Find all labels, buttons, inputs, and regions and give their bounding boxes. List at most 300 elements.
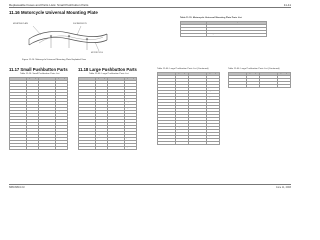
part-number-cell: 3880946U34	[108, 111, 125, 114]
table-row: 0200003A01 Nut	[181, 31, 267, 34]
legend-cell: #	[27, 114, 39, 117]
table-row: 0402049A01 Washer	[181, 28, 267, 31]
callout-label: MOTORCYCLE	[91, 52, 103, 54]
legend-cell: Ack	[176, 139, 189, 142]
column-header: Motorola Part No.	[181, 22, 207, 25]
column-header: English Legend	[56, 78, 68, 79]
legend-cell: Lite	[125, 126, 137, 129]
column-header: Part Number	[189, 73, 207, 76]
legend-cell: F2	[176, 103, 189, 106]
legend-cell: Clr	[96, 87, 108, 90]
part-number-cell: 3880946U29	[108, 96, 125, 99]
legend-cell: Rpt	[207, 88, 220, 91]
legend-cell: Msg	[207, 97, 220, 100]
section-title-small-pushbutton: 11.17 Small Pushbutton Parts	[9, 67, 68, 72]
part-number-cell: 3880946U59	[158, 112, 176, 115]
legend-cell: Emer	[96, 93, 108, 96]
column-header: English Legend	[27, 78, 39, 79]
legend-cell	[278, 85, 291, 88]
part-number-cell: 3880946U24	[108, 81, 125, 84]
publication-date: June 11, 2003	[276, 186, 291, 189]
part-number-cell: 3880717U33	[39, 108, 56, 111]
legend-cell: F1	[56, 81, 68, 84]
legend-cell: Scan	[96, 126, 108, 129]
legend-cell: Blank	[27, 129, 39, 132]
legend-cell: Tone	[125, 123, 137, 126]
legend-cell: Nuis	[125, 114, 137, 117]
legend-cell: F4	[96, 117, 108, 120]
legend-cell: Talk	[176, 133, 189, 136]
part-number-cell: 3880946U89	[189, 133, 207, 136]
part-number-cell: 3880946U10	[79, 108, 96, 111]
part-number-cell: 3880946U99	[260, 82, 278, 85]
part-number-cell: 3880717U45	[39, 144, 56, 147]
part-number-cell: 3880946U15	[79, 123, 96, 126]
part-number-cell: 3880717U11	[10, 111, 27, 114]
legend-cell: Home	[247, 82, 260, 85]
legend-cell: Zone	[207, 82, 220, 85]
part-number-cell: 3880946U76	[189, 94, 207, 97]
part-number-cell: 3880946U44	[108, 141, 125, 144]
legend-cell: Dir	[278, 76, 291, 79]
legend-cell: 7	[27, 102, 39, 105]
legend-cell: 6	[27, 99, 39, 102]
legend-cell: Mon	[176, 142, 189, 145]
legend-cell: Msg	[125, 108, 137, 111]
part-number-cell: 3880946U19	[79, 135, 96, 138]
part-number-cell: 3880946U74	[189, 88, 207, 91]
column-header: Description	[207, 22, 267, 25]
legend-cell: Menu	[125, 129, 137, 132]
legend-cell: Exit	[207, 121, 220, 124]
table-caption: Table 11-40. Large Pushbutton Parts List	[89, 73, 129, 75]
legend-cell: Down	[207, 130, 220, 133]
part-number-cell: 3880946U28	[108, 93, 125, 96]
legend-cell: Mode	[278, 82, 291, 85]
part-number-cell: 3880717U38	[39, 123, 56, 126]
part-number-cell: 3880946U11	[79, 111, 96, 114]
part-number-cell: 3880946U43	[108, 138, 125, 141]
part-number-cell: 3880717U14	[10, 120, 27, 123]
legend-cell: Up	[207, 127, 220, 130]
legend-cell: Call	[247, 76, 260, 79]
part-number-cell: 3880717U12	[10, 114, 27, 117]
part-number-cell: 3880946U77	[189, 97, 207, 100]
part-number-cell: 3880717U16	[10, 126, 27, 129]
part-number-cell: 3880946U06	[79, 96, 96, 99]
part-number-cell: 3880717U22	[10, 144, 27, 147]
column-header: Part Number	[39, 78, 56, 81]
part-number-cell: 3880717U07	[10, 99, 27, 102]
legend-cell: D	[27, 126, 39, 129]
part-number-cell: 3880946U02	[79, 84, 96, 87]
legend-cell: Vol	[125, 120, 137, 123]
part-number-cell: 3880946U20	[79, 138, 96, 141]
legend-cell: F2	[56, 84, 68, 87]
part-number-cell: 3880946U66	[158, 133, 176, 136]
part-number-cell: 3880946U97	[260, 76, 278, 79]
part-number-cell: 3880946U80	[189, 106, 207, 109]
table-row	[10, 147, 68, 150]
legend-cell: F4	[56, 90, 68, 93]
part-number-cell: 3880946U26	[108, 87, 125, 90]
part-number-cell: 3880717U44	[39, 141, 56, 144]
part-number-cell: 3880946U50	[158, 85, 176, 88]
part-number-cell: 3880946U78	[189, 100, 207, 103]
table-body	[158, 76, 220, 145]
part-number-cell: 3880946U94	[229, 79, 247, 82]
part-number-cell: 3880946U47	[158, 76, 176, 79]
legend-cell: ABC	[27, 132, 39, 135]
legend-cell: Sel	[207, 76, 220, 79]
part-number-cell: 3880717U18	[10, 132, 27, 135]
legend-cell: Ack	[56, 147, 68, 150]
part-number-cell: 3880717U34	[39, 111, 56, 114]
legend-cell: Pri	[125, 111, 137, 114]
part-number-cell: 3880946U46	[108, 147, 125, 150]
part-number-cell: 3880717U31	[39, 102, 56, 105]
legend-cell: Right	[207, 136, 220, 139]
part-number-cell: 3880946U81	[189, 109, 207, 112]
legend-cell: Right	[125, 147, 137, 150]
part-number-cell: 3880717U23	[10, 147, 27, 150]
part-number-cell: 3880946U33	[108, 108, 125, 111]
legend-cell: Mon	[96, 129, 108, 132]
legend-cell: Rpt	[125, 99, 137, 102]
legend-cell: Zone	[96, 144, 108, 147]
table-body	[79, 81, 137, 150]
legend-cell: Call	[176, 76, 189, 79]
table-caption: Table 11-16. Small Pushbutton Parts List	[20, 73, 60, 75]
part-number-cell: 3880946U32	[108, 105, 125, 108]
part-number-cell: 3880946U27	[108, 90, 125, 93]
part-number-cell: 3880717U25	[39, 84, 56, 87]
part-number-cell: 3880946U39	[108, 126, 125, 129]
mounting-plate-parts-table	[180, 21, 267, 37]
part-number-cell: 3880946U79	[189, 103, 207, 106]
part-number-cell: 3880946U18	[79, 132, 96, 135]
legend-cell: B	[27, 120, 39, 123]
section-title-mounting-plate: 11.16 Motorcycle Universal Mounting Plate	[9, 10, 98, 15]
table-row	[229, 85, 291, 88]
small-pushbutton-parts-table	[9, 77, 68, 150]
part-number-cell: 3880717U26	[39, 87, 56, 90]
part-number-cell: 3880946U23	[79, 147, 96, 150]
legend-cell: Pwr	[207, 106, 220, 109]
part-number-cell: 3880946U55	[158, 100, 176, 103]
legend-cell: Sel	[56, 138, 68, 141]
part-number-cell: 3880946U30	[108, 99, 125, 102]
legend-cell: Sel	[96, 132, 108, 135]
part-number-cell: 3880946U90	[189, 136, 207, 139]
legend-cell: Talk	[96, 141, 108, 144]
part-number-cell: 3880717U43	[39, 138, 56, 141]
legend-cell: Sts	[125, 105, 137, 108]
part-number-cell	[260, 85, 278, 88]
legend-cell: Rpt	[56, 135, 68, 138]
part-number-cell: 3880946U58	[158, 109, 176, 112]
running-header-left: Replaceable Fuses and Parts Lists: Small Pushbutton Parts	[9, 3, 89, 7]
part-number-cell: 3880946U70	[189, 76, 207, 79]
column-header: English Legend	[278, 73, 290, 74]
part-number-cell: 3880946U60	[158, 115, 176, 118]
part-number-cell: 3880946U67	[158, 136, 176, 139]
part-number-cell: 3880946U57	[158, 106, 176, 109]
part-number-cell: 3880946U62	[158, 121, 176, 124]
legend-cell: Phone	[176, 94, 189, 97]
part-number-cell: 3880717U05	[10, 93, 27, 96]
large-pushbutton-parts-table	[78, 77, 137, 150]
part-number-cell: 3880946U75	[189, 91, 207, 94]
part-number-cell: 3880946U08	[79, 102, 96, 105]
large-pushbutton-parts-table-continued	[157, 72, 220, 145]
callout-label: MOUNTING PLATE	[13, 23, 28, 25]
table-row: 0310944A01 Screw	[181, 25, 267, 28]
legend-cell: 4	[27, 93, 39, 96]
legend-cell: Zone	[56, 144, 68, 147]
legend-cell: Call	[96, 84, 108, 87]
table-body	[229, 76, 291, 88]
column-header: Part Number	[158, 73, 176, 76]
legend-cell: Ack	[207, 85, 220, 88]
part-number-cell: 3880946U16	[79, 126, 96, 129]
legend-cell: Clr	[176, 79, 189, 82]
legend-cell: Prog	[176, 127, 189, 130]
part-number-cell: 3880717U39	[39, 126, 56, 129]
part-number-cell: 3880717U13	[10, 117, 27, 120]
legend-cell: 5	[27, 96, 39, 99]
part-number-cell: 3880946U14	[79, 120, 96, 123]
legend-cell: Ack	[96, 147, 108, 150]
legend-cell: PRS	[27, 147, 39, 150]
legend-cell: Emer	[278, 79, 291, 82]
column-header: Part Number	[79, 78, 96, 81]
legend-cell: Pwr	[125, 117, 137, 120]
legend-cell: Left	[125, 144, 137, 147]
legend-cell: Vol	[207, 109, 220, 112]
legend-cell: Talk	[56, 141, 68, 144]
legend-cell: Scan	[176, 118, 189, 121]
column-header: English Legend	[247, 73, 259, 74]
legend-cell: DEF	[27, 135, 39, 138]
part-number-cell: 3880717U03	[10, 87, 27, 90]
column-header: English Legend	[125, 78, 137, 79]
part-number-cell: 3880717U32	[39, 105, 56, 108]
part-number-cell: 3880946U92	[189, 142, 207, 145]
legend-cell: Down	[125, 141, 137, 144]
part-number-cell: 3880717U46	[39, 147, 56, 150]
part-number-cell: 3880946U49	[158, 82, 176, 85]
legend-cell: Emer	[56, 123, 68, 126]
part-number-cell: 3880946U38	[108, 123, 125, 126]
part-number-cell: 3880946U73	[189, 85, 207, 88]
legend-cell: Enter	[125, 135, 137, 138]
legend-cell: Phone	[56, 132, 68, 135]
legend-cell: F2	[96, 111, 108, 114]
part-number-cell: 3880946U09	[79, 105, 96, 108]
part-number-cell: 3880717U01	[10, 81, 27, 84]
legend-cell: Nuis	[207, 103, 220, 106]
legend-cell: 8	[27, 105, 39, 108]
legend-cell: F4	[176, 109, 189, 112]
part-number-cell: 3880946U07	[79, 99, 96, 102]
part-number-cell: 3880946U91	[189, 139, 207, 142]
part-number-cell: 3880717U27	[39, 90, 56, 93]
legend-cell: 2	[27, 87, 39, 90]
part-number-cell: 3880717U21	[10, 141, 27, 144]
legend-cell: Mon	[56, 105, 68, 108]
legend-cell: Blank	[56, 99, 68, 102]
legend-cell: F5	[176, 112, 189, 115]
legend-cell: Pri	[207, 100, 220, 103]
part-number-cell: 3880717U09	[10, 105, 27, 108]
part-number-cell: 3880946U05	[79, 93, 96, 96]
legend-cell: Home	[176, 88, 189, 91]
part-number-cell: 3880946U53	[158, 94, 176, 97]
legend-cell: Mode	[56, 129, 68, 132]
legend-cell: A	[27, 117, 39, 120]
legend-cell: Emer	[176, 85, 189, 88]
page-number: 11-11	[283, 3, 291, 7]
legend-cell: Mode	[96, 99, 108, 102]
legend-cell: Sel	[176, 124, 189, 127]
legend-cell: F3	[176, 106, 189, 109]
legend-cell: Scan	[125, 84, 137, 87]
part-number-cell: 3880946U31	[108, 102, 125, 105]
legend-cell: Hold	[207, 142, 220, 145]
column-header: Part Number	[229, 73, 247, 76]
part-number-cell: 3880717U04	[10, 90, 27, 93]
legend-cell: Phone	[247, 85, 260, 88]
part-number-cell: 3880946U96	[229, 85, 247, 88]
part-number-cell: 3880717U30	[39, 99, 56, 102]
part-number-cell: 3880946U87	[189, 127, 207, 130]
legend-cell: Menu	[207, 118, 220, 121]
part-number-cell: 3880946U71	[189, 79, 207, 82]
legend-cell: Clr	[247, 79, 260, 82]
part-number-cell: 3880946U48	[158, 79, 176, 82]
part-number-cell: 3880946U01	[79, 81, 96, 84]
part-number-cell: 3880946U51	[158, 88, 176, 91]
legend-cell: F5	[96, 120, 108, 123]
legend-cell: F3	[96, 114, 108, 117]
part-number-cell: 3880946U21	[79, 141, 96, 144]
legend-cell: Mode	[176, 91, 189, 94]
part-number-cell: 3880946U65	[158, 130, 176, 133]
legend-cell: *	[27, 111, 39, 114]
part-number-cell: 3880946U85	[189, 121, 207, 124]
table-caption: Table 11-40. Large Pushbutton Parts List (Continued)	[228, 68, 280, 70]
legend-cell: Zone	[176, 136, 189, 139]
part-number-cell: 3880946U03	[79, 87, 96, 90]
part-number-cell: 3880946U22	[79, 144, 96, 147]
part-number-cell: 3880717U35	[39, 114, 56, 117]
part-number-cell: 3880717U08	[10, 102, 27, 105]
column-header: Part Number	[10, 78, 27, 81]
legend-cell: Talk	[207, 79, 220, 82]
part-number-cell: 3880946U84	[189, 118, 207, 121]
legend-cell: Dir	[96, 90, 108, 93]
part-number-cell: 3880946U95	[229, 82, 247, 85]
part-number-cell: 3880717U40	[39, 129, 56, 132]
part-number-cell: 3880946U98	[260, 79, 278, 82]
legend-cell: 9	[27, 108, 39, 111]
column-header: English Legend	[96, 78, 108, 79]
legend-cell: JKL	[27, 141, 39, 144]
legend-cell: C	[27, 123, 39, 126]
legend-cell: 1	[27, 84, 39, 87]
part-number-cell: 3880717U24	[39, 81, 56, 84]
part-number-cell: 3880717U29	[39, 96, 56, 99]
large-pushbutton-parts-table-continued-2	[228, 72, 291, 88]
legend-cell: Mon	[125, 81, 137, 84]
legend-cell: Home	[56, 126, 68, 129]
legend-cell: F6	[56, 96, 68, 99]
part-number-cell: 3880717U17	[10, 129, 27, 132]
part-number-cell: 3880717U37	[39, 120, 56, 123]
part-number-cell: 3880946U88	[189, 130, 207, 133]
legend-cell: F3	[56, 87, 68, 90]
legend-cell: Enter	[207, 124, 220, 127]
part-number-cell: 3880946U86	[189, 124, 207, 127]
part-number-cell: 3880946U52	[158, 91, 176, 94]
part-number-cell: 3880946U45	[108, 144, 125, 147]
legend-cell: F5	[56, 93, 68, 96]
legend-cell: Prog	[207, 91, 220, 94]
part-number-cell: 3880946U69	[158, 142, 176, 145]
legend-cell: Talk	[125, 90, 137, 93]
legend-cell: Hold	[96, 105, 108, 108]
table-row	[79, 147, 137, 150]
part-number-cell: 3880946U25	[108, 84, 125, 87]
legend-cell: MNO	[27, 144, 39, 147]
legend-cell: Blank	[96, 81, 108, 84]
legend-cell: Up	[125, 138, 137, 141]
part-number-cell: 3880946U61	[158, 118, 176, 121]
part-number-cell: 3880946U36	[108, 117, 125, 120]
part-number-cell: 3880946U63	[158, 124, 176, 127]
part-number-cell: 3880946U93	[229, 76, 247, 79]
legend-cell: Blank	[207, 139, 220, 142]
legend-cell: F6	[96, 123, 108, 126]
part-number-cell: 3880946U54	[158, 97, 176, 100]
legend-cell: F1	[96, 108, 108, 111]
part-number-cell: 3880717U15	[10, 123, 27, 126]
legend-cell: Hold	[56, 102, 68, 105]
legend-cell: 0	[27, 81, 39, 84]
legend-cell: F6	[176, 115, 189, 118]
callout-label: 3-SCREW BOLTS	[73, 23, 87, 25]
legend-cell: Prog	[96, 135, 108, 138]
legend-cell: Dir	[176, 82, 189, 85]
part-number-cell: 3880946U04	[79, 90, 96, 93]
legend-cell: Prog	[125, 102, 137, 105]
table-row: 6088972B04 Mounting Plate Universal	[181, 34, 267, 37]
legend-cell: 3	[27, 90, 39, 93]
part-number-cell: 3880717U19	[10, 135, 27, 138]
legend-cell: Zone	[125, 93, 137, 96]
part-number-cell: 3880717U41	[39, 132, 56, 135]
legend-cell: Ack	[125, 96, 137, 99]
legend-cell: Lite	[207, 115, 220, 118]
legend-cell: Hold	[176, 97, 189, 100]
legend-cell: Rpt	[176, 130, 189, 133]
legend-cell: Left	[207, 133, 220, 136]
table-caption: Table 11-15. Motorcycle Universal Mounting Plate Parts List	[180, 17, 242, 19]
table-body	[10, 81, 68, 150]
part-number-cell: 3880717U36	[39, 117, 56, 120]
part-number-cell: 3880946U82	[189, 112, 207, 115]
